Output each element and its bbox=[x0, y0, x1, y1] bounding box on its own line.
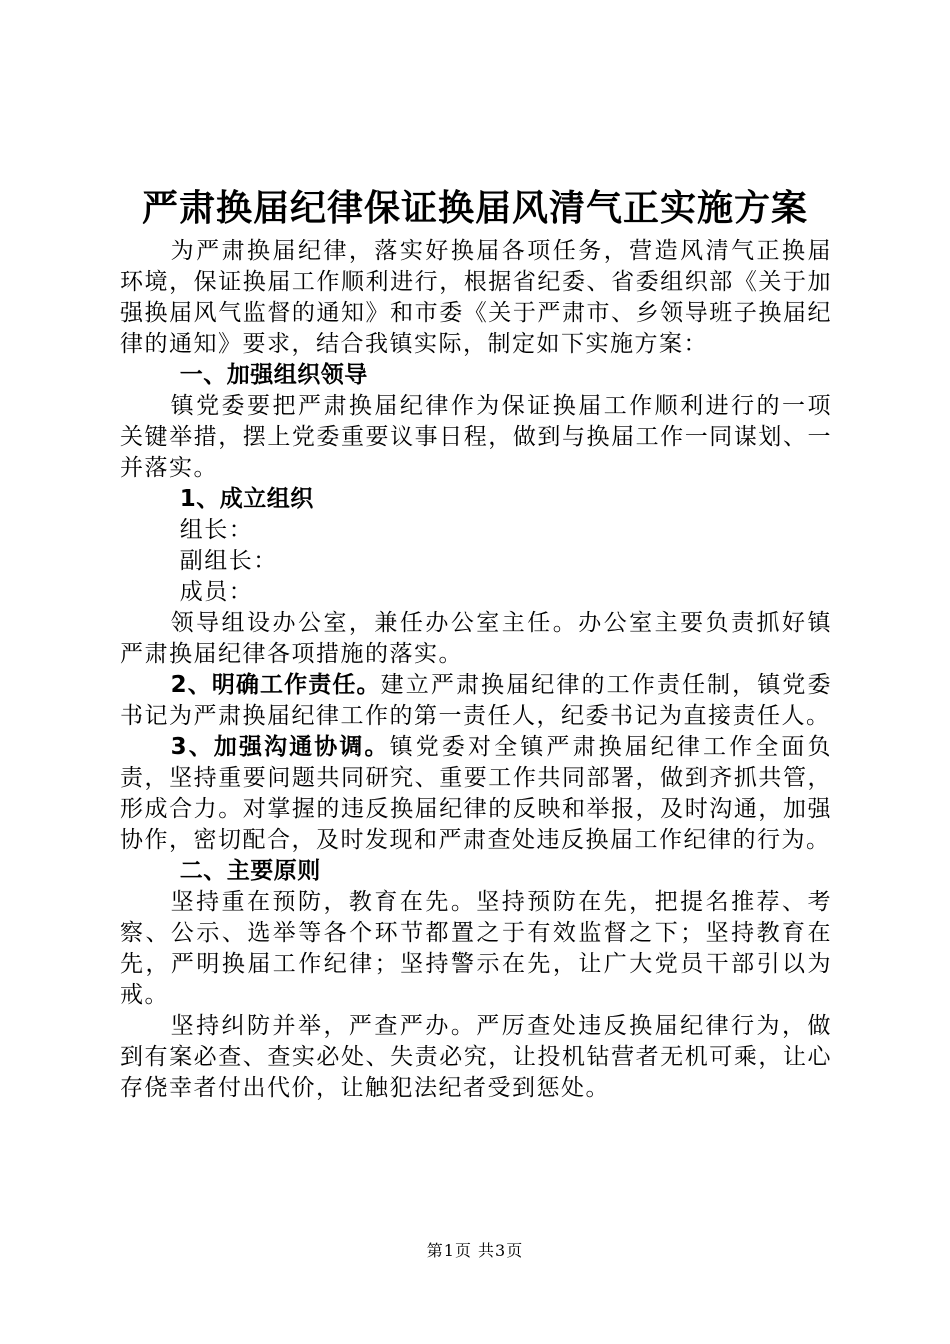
item-2-heading: 2、明确工作责任。 bbox=[170, 672, 381, 698]
item-2-text: 建立严肃换届纪律的工作责任制，镇党委书记为严肃换届纪律工作的第一责任人，纪委书记为直接责任人。 bbox=[120, 672, 832, 729]
deputy-line: 副组长： bbox=[179, 548, 278, 574]
office-paragraph: 领导组设办公室，兼任办公室主任。办公室主要负责抓好镇严肃换届纪律各项措施的落实。 bbox=[120, 610, 832, 667]
item-3-paragraph bbox=[120, 732, 832, 856]
section-1-paragraph: 镇党委要把严肃换届纪律作为保证换届工作顺利进行的一项关键举措，摆上党委重要议事日程，做到与换届工作一同谋划、一并落实。 bbox=[120, 393, 832, 481]
section-2-paragraph-1: 坚持重在预防，教育在先。坚持预防在先，把提名推荐、考察、公示、选举等各个环节都置之于有效监督之下；坚持教育在先，严明换届工作纪律；坚持警示在先，让广大党员干部引以为戒。 bbox=[120, 889, 832, 1008]
section-2-heading bbox=[120, 856, 832, 887]
item-3-text: 镇党委对全镇严肃换届纪律工作全面负责，坚持重要问题共同研究、重要工作共同部署，做到齐抓共管，形成合力。对掌握的违反换届纪律的反映和举报，及时沟通，加强协作，密切配合，及时发现和严肃查处违反换届工作纪律的行为。 bbox=[120, 734, 832, 853]
item-1-heading-text: 1、成立组织 bbox=[179, 486, 314, 512]
document-body bbox=[120, 236, 832, 1104]
page-footer: 第1页 共3页 bbox=[426, 1241, 524, 1260]
leader-line: 组长： bbox=[179, 517, 254, 543]
section-1-heading bbox=[120, 360, 832, 391]
section-1-heading-text: 一、加强组织领导 bbox=[179, 362, 368, 388]
section-2-heading-text: 二、主要原则 bbox=[179, 858, 321, 884]
item-2-paragraph bbox=[120, 670, 832, 732]
intro-paragraph: 为严肃换届纪律，落实好换届各项任务，营造风清气正换届环境，保证换届工作顺利进行，根据省纪委、省委组织部《关于加强换届风气监督的通知》和市委《关于严肃市、乡领导班子换届纪律的通知》要求，结合我镇实际，制定如下实施方案： bbox=[120, 238, 832, 357]
item-3-heading: 3、加强沟通协调。 bbox=[170, 734, 390, 760]
section-2-paragraph-2: 坚持纠防并举，严查严办。严厉查处违反换届纪律行为，做到有案必查、查实必处、失责必究，让投机钻营者无机可乘，让心存侥幸者付出代价，让触犯法纪者受到惩处。 bbox=[120, 1013, 832, 1101]
members-line: 成员： bbox=[179, 579, 254, 605]
item-1-heading bbox=[120, 484, 832, 515]
document-title: 严肃换届纪律保证换届风清气正实施方案 bbox=[141, 187, 808, 229]
